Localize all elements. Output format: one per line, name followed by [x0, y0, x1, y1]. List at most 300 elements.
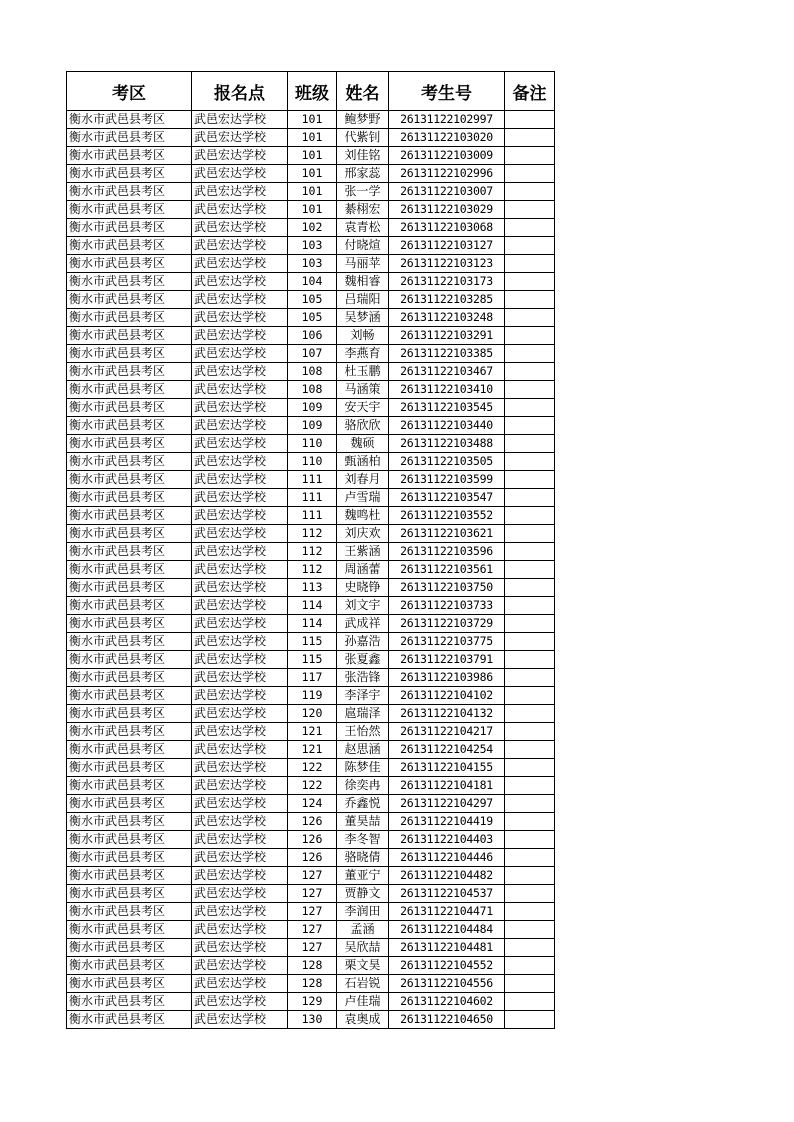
- name-cell: 骆欣欣: [337, 417, 389, 435]
- name-cell: 李冬智: [337, 831, 389, 849]
- registration-site-cell: 武邑宏达学校: [192, 309, 288, 327]
- remarks-cell: [505, 741, 555, 759]
- name-cell: 代紫钊: [337, 129, 389, 147]
- registration-site-cell: 武邑宏达学校: [192, 939, 288, 957]
- class-cell: 122: [288, 759, 337, 777]
- class-cell: 122: [288, 777, 337, 795]
- class-cell: 111: [288, 489, 337, 507]
- candidate-number-cell: 26131122104552: [389, 957, 505, 975]
- remarks-cell: [505, 615, 555, 633]
- registration-site-cell: 武邑宏达学校: [192, 669, 288, 687]
- candidate-number-cell: 26131122104217: [389, 723, 505, 741]
- candidate-number-cell: 26131122103986: [389, 669, 505, 687]
- candidate-number-cell: 26131122103791: [389, 651, 505, 669]
- class-cell: 115: [288, 633, 337, 651]
- table-row: [67, 921, 555, 939]
- remarks-cell: [505, 183, 555, 201]
- exam-area-cell: 衡水市武邑县考区: [67, 633, 192, 651]
- name-cell: 魏鸣杜: [337, 507, 389, 525]
- table-row: [67, 867, 555, 885]
- remarks-cell: [505, 579, 555, 597]
- registration-site-cell: 武邑宏达学校: [192, 849, 288, 867]
- remarks-cell: [505, 453, 555, 471]
- name-cell: 史晓铮: [337, 579, 389, 597]
- remarks-cell: [505, 543, 555, 561]
- class-cell: 111: [288, 507, 337, 525]
- remarks-cell: [505, 1011, 555, 1029]
- table-row: [67, 183, 555, 201]
- class-cell: 127: [288, 867, 337, 885]
- table-header: [67, 72, 555, 111]
- table-row: [67, 363, 555, 381]
- name-cell: 邢家蕊: [337, 165, 389, 183]
- registration-site-cell: 武邑宏达学校: [192, 507, 288, 525]
- name-cell: 骆晓倩: [337, 849, 389, 867]
- name-cell: 綦栩宏: [337, 201, 389, 219]
- registration-site-cell: 武邑宏达学校: [192, 705, 288, 723]
- registration-site-cell: 武邑宏达学校: [192, 975, 288, 993]
- registration-site-cell: 武邑宏达学校: [192, 777, 288, 795]
- remarks-cell: [505, 669, 555, 687]
- registration-site-cell: 武邑宏达学校: [192, 561, 288, 579]
- exam-area-cell: 衡水市武邑县考区: [67, 561, 192, 579]
- table-row: [67, 471, 555, 489]
- exam-area-cell: 衡水市武邑县考区: [67, 669, 192, 687]
- candidate-number-cell: 26131122103029: [389, 201, 505, 219]
- name-cell: 王紫涵: [337, 543, 389, 561]
- registration-site-cell: 武邑宏达学校: [192, 885, 288, 903]
- candidate-number-cell: 26131122104102: [389, 687, 505, 705]
- candidate-number-cell: 26131122103440: [389, 417, 505, 435]
- exam-area-cell: 衡水市武邑县考区: [67, 273, 192, 291]
- registration-site-cell: 武邑宏达学校: [192, 453, 288, 471]
- registration-site-cell: 武邑宏达学校: [192, 471, 288, 489]
- class-cell: 126: [288, 831, 337, 849]
- candidate-number-cell: 26131122104484: [389, 921, 505, 939]
- remarks-cell: [505, 705, 555, 723]
- candidate-number-cell: 26131122103599: [389, 471, 505, 489]
- candidate-number-cell: 26131122102997: [389, 111, 505, 129]
- class-cell: 117: [288, 669, 337, 687]
- table-row: [67, 129, 555, 147]
- name-cell: 卢雪瑞: [337, 489, 389, 507]
- candidate-number-cell: 26131122103385: [389, 345, 505, 363]
- remarks-cell: [505, 813, 555, 831]
- name-cell: 张浩锋: [337, 669, 389, 687]
- remarks-cell: [505, 993, 555, 1011]
- table-row: [67, 615, 555, 633]
- remarks-cell: [505, 831, 555, 849]
- class-cell: 108: [288, 363, 337, 381]
- remarks-cell: [505, 777, 555, 795]
- exam-area-cell: 衡水市武邑县考区: [67, 1011, 192, 1029]
- name-cell: 甄涵柏: [337, 453, 389, 471]
- class-cell: 112: [288, 561, 337, 579]
- table-row: [67, 669, 555, 687]
- remarks-cell: [505, 903, 555, 921]
- remarks-cell: [505, 381, 555, 399]
- remarks-cell: [505, 489, 555, 507]
- table-row: [67, 327, 555, 345]
- exam-area-cell: 衡水市武邑县考区: [67, 381, 192, 399]
- exam-area-cell: 衡水市武邑县考区: [67, 651, 192, 669]
- remarks-cell: [505, 687, 555, 705]
- class-cell: 101: [288, 129, 337, 147]
- name-cell: 董昊喆: [337, 813, 389, 831]
- registration-site-cell: 武邑宏达学校: [192, 147, 288, 165]
- candidate-number-cell: 26131122103488: [389, 435, 505, 453]
- class-cell: 110: [288, 453, 337, 471]
- name-cell: 李燕育: [337, 345, 389, 363]
- class-cell: 121: [288, 723, 337, 741]
- table-row: [67, 381, 555, 399]
- remarks-cell: [505, 219, 555, 237]
- candidate-number-cell: 26131122103410: [389, 381, 505, 399]
- exam-area-cell: 衡水市武邑县考区: [67, 831, 192, 849]
- remarks-cell: [505, 525, 555, 543]
- table-row: [67, 507, 555, 525]
- candidate-number-cell: 26131122104254: [389, 741, 505, 759]
- candidate-number-cell: 26131122103173: [389, 273, 505, 291]
- exam-area-cell: 衡水市武邑县考区: [67, 165, 192, 183]
- name-cell: 武成祥: [337, 615, 389, 633]
- registration-site-cell: 武邑宏达学校: [192, 651, 288, 669]
- remarks-cell: [505, 201, 555, 219]
- exam-area-cell: 衡水市武邑县考区: [67, 903, 192, 921]
- exam-area-cell: 衡水市武邑县考区: [67, 543, 192, 561]
- table-row: [67, 759, 555, 777]
- class-cell: 112: [288, 543, 337, 561]
- table-row: [67, 831, 555, 849]
- remarks-cell: [505, 849, 555, 867]
- class-cell: 113: [288, 579, 337, 597]
- exam-area-cell: 衡水市武邑县考区: [67, 705, 192, 723]
- header-remarks: 备注: [505, 72, 555, 111]
- registration-site-cell: 武邑宏达学校: [192, 111, 288, 129]
- exam-area-cell: 衡水市武邑县考区: [67, 147, 192, 165]
- remarks-cell: [505, 363, 555, 381]
- remarks-cell: [505, 129, 555, 147]
- registration-site-cell: 武邑宏达学校: [192, 165, 288, 183]
- candidate-number-cell: 26131122103009: [389, 147, 505, 165]
- name-cell: 李泽宇: [337, 687, 389, 705]
- table-row: [67, 633, 555, 651]
- table-row: [67, 597, 555, 615]
- registration-site-cell: 武邑宏达学校: [192, 633, 288, 651]
- name-cell: 吕瑞阳: [337, 291, 389, 309]
- registration-site-cell: 武邑宏达学校: [192, 993, 288, 1011]
- class-cell: 101: [288, 147, 337, 165]
- name-cell: 安天宇: [337, 399, 389, 417]
- table-row: [67, 939, 555, 957]
- class-cell: 126: [288, 849, 337, 867]
- name-cell: 吴梦涵: [337, 309, 389, 327]
- remarks-cell: [505, 939, 555, 957]
- name-cell: 袁奥成: [337, 1011, 389, 1029]
- table-row: [67, 201, 555, 219]
- exam-area-cell: 衡水市武邑县考区: [67, 813, 192, 831]
- name-cell: 张夏鑫: [337, 651, 389, 669]
- candidate-number-cell: 26131122103552: [389, 507, 505, 525]
- class-cell: 124: [288, 795, 337, 813]
- registration-site-cell: 武邑宏达学校: [192, 219, 288, 237]
- remarks-cell: [505, 471, 555, 489]
- candidate-number-cell: 26131122103733: [389, 597, 505, 615]
- name-cell: 刘佳铭: [337, 147, 389, 165]
- exam-area-cell: 衡水市武邑县考区: [67, 237, 192, 255]
- registration-site-cell: 武邑宏达学校: [192, 129, 288, 147]
- name-cell: 袁青松: [337, 219, 389, 237]
- table-row: [67, 795, 555, 813]
- name-cell: 扈瑞泽: [337, 705, 389, 723]
- registration-site-cell: 武邑宏达学校: [192, 759, 288, 777]
- remarks-cell: [505, 633, 555, 651]
- registration-site-cell: 武邑宏达学校: [192, 381, 288, 399]
- class-cell: 128: [288, 975, 337, 993]
- remarks-cell: [505, 597, 555, 615]
- candidate-number-cell: 26131122103248: [389, 309, 505, 327]
- table-row: [67, 417, 555, 435]
- registration-site-cell: 武邑宏达学校: [192, 363, 288, 381]
- candidate-number-cell: 26131122104556: [389, 975, 505, 993]
- table-row: [67, 399, 555, 417]
- candidate-table: [66, 71, 555, 1029]
- exam-area-cell: 衡水市武邑县考区: [67, 975, 192, 993]
- table-row: [67, 579, 555, 597]
- table-row: [67, 903, 555, 921]
- exam-area-cell: 衡水市武邑县考区: [67, 417, 192, 435]
- registration-site-cell: 武邑宏达学校: [192, 489, 288, 507]
- registration-site-cell: 武邑宏达学校: [192, 957, 288, 975]
- header-candidate-number: 考生号: [389, 72, 505, 111]
- registration-site-cell: 武邑宏达学校: [192, 1011, 288, 1029]
- registration-site-cell: 武邑宏达学校: [192, 921, 288, 939]
- class-cell: 101: [288, 165, 337, 183]
- registration-site-cell: 武邑宏达学校: [192, 597, 288, 615]
- table-row: [67, 561, 555, 579]
- name-cell: 孙嘉浩: [337, 633, 389, 651]
- candidate-number-cell: 26131122103285: [389, 291, 505, 309]
- remarks-cell: [505, 759, 555, 777]
- candidate-number-cell: 26131122103547: [389, 489, 505, 507]
- registration-site-cell: 武邑宏达学校: [192, 327, 288, 345]
- name-cell: 刘庆欢: [337, 525, 389, 543]
- exam-area-cell: 衡水市武邑县考区: [67, 867, 192, 885]
- name-cell: 周涵蕾: [337, 561, 389, 579]
- candidate-number-cell: 26131122103467: [389, 363, 505, 381]
- name-cell: 杜玉鹏: [337, 363, 389, 381]
- registration-site-cell: 武邑宏达学校: [192, 903, 288, 921]
- remarks-cell: [505, 795, 555, 813]
- table-row: [67, 993, 555, 1011]
- registration-site-cell: 武邑宏达学校: [192, 255, 288, 273]
- name-cell: 李润田: [337, 903, 389, 921]
- candidate-number-cell: 26131122102996: [389, 165, 505, 183]
- registration-site-cell: 武邑宏达学校: [192, 525, 288, 543]
- name-cell: 刘畅: [337, 327, 389, 345]
- class-cell: 127: [288, 921, 337, 939]
- candidate-number-cell: 26131122103007: [389, 183, 505, 201]
- registration-site-cell: 武邑宏达学校: [192, 741, 288, 759]
- table-row: [67, 741, 555, 759]
- class-cell: 121: [288, 741, 337, 759]
- remarks-cell: [505, 399, 555, 417]
- exam-area-cell: 衡水市武邑县考区: [67, 957, 192, 975]
- remarks-cell: [505, 561, 555, 579]
- exam-area-cell: 衡水市武邑县考区: [67, 219, 192, 237]
- name-cell: 鲍梦野: [337, 111, 389, 129]
- exam-area-cell: 衡水市武邑县考区: [67, 885, 192, 903]
- exam-area-cell: 衡水市武邑县考区: [67, 615, 192, 633]
- table-row: [67, 147, 555, 165]
- remarks-cell: [505, 237, 555, 255]
- name-cell: 刘春月: [337, 471, 389, 489]
- remarks-cell: [505, 147, 555, 165]
- class-cell: 109: [288, 399, 337, 417]
- candidate-number-cell: 26131122104482: [389, 867, 505, 885]
- class-cell: 112: [288, 525, 337, 543]
- remarks-cell: [505, 111, 555, 129]
- registration-site-cell: 武邑宏达学校: [192, 237, 288, 255]
- exam-area-cell: 衡水市武邑县考区: [67, 759, 192, 777]
- remarks-cell: [505, 345, 555, 363]
- remarks-cell: [505, 921, 555, 939]
- registration-site-cell: 武邑宏达学校: [192, 417, 288, 435]
- class-cell: 102: [288, 219, 337, 237]
- table-row: [67, 777, 555, 795]
- name-cell: 乔鑫悦: [337, 795, 389, 813]
- candidate-number-cell: 26131122104132: [389, 705, 505, 723]
- table-row: [67, 705, 555, 723]
- registration-site-cell: 武邑宏达学校: [192, 795, 288, 813]
- candidate-number-cell: 26131122104471: [389, 903, 505, 921]
- candidate-number-cell: 26131122104650: [389, 1011, 505, 1029]
- remarks-cell: [505, 327, 555, 345]
- name-cell: 卢佳瑞: [337, 993, 389, 1011]
- exam-area-cell: 衡水市武邑县考区: [67, 291, 192, 309]
- exam-area-cell: 衡水市武邑县考区: [67, 579, 192, 597]
- class-cell: 101: [288, 201, 337, 219]
- registration-site-cell: 武邑宏达学校: [192, 399, 288, 417]
- candidate-number-cell: 26131122104297: [389, 795, 505, 813]
- table-row: [67, 309, 555, 327]
- name-cell: 刘文宇: [337, 597, 389, 615]
- class-cell: 108: [288, 381, 337, 399]
- exam-area-cell: 衡水市武邑县考区: [67, 723, 192, 741]
- candidate-number-cell: 26131122104419: [389, 813, 505, 831]
- registration-site-cell: 武邑宏达学校: [192, 831, 288, 849]
- class-cell: 114: [288, 615, 337, 633]
- candidate-number-cell: 26131122103775: [389, 633, 505, 651]
- exam-area-cell: 衡水市武邑县考区: [67, 507, 192, 525]
- registration-site-cell: 武邑宏达学校: [192, 345, 288, 363]
- table-row: [67, 237, 555, 255]
- exam-area-cell: 衡水市武邑县考区: [67, 111, 192, 129]
- candidate-number-cell: 26131122103020: [389, 129, 505, 147]
- name-cell: 董亚宁: [337, 867, 389, 885]
- header-row: [67, 72, 555, 111]
- candidate-number-cell: 26131122103729: [389, 615, 505, 633]
- candidate-number-cell: 26131122104481: [389, 939, 505, 957]
- candidate-number-cell: 26131122103505: [389, 453, 505, 471]
- candidate-number-cell: 26131122103596: [389, 543, 505, 561]
- class-cell: 104: [288, 273, 337, 291]
- exam-area-cell: 衡水市武邑县考区: [67, 939, 192, 957]
- registration-site-cell: 武邑宏达学校: [192, 291, 288, 309]
- registration-site-cell: 武邑宏达学校: [192, 615, 288, 633]
- name-cell: 魏硕: [337, 435, 389, 453]
- registration-site-cell: 武邑宏达学校: [192, 543, 288, 561]
- class-cell: 101: [288, 183, 337, 201]
- table-row: [67, 453, 555, 471]
- exam-area-cell: 衡水市武邑县考区: [67, 399, 192, 417]
- name-cell: 吴欣喆: [337, 939, 389, 957]
- class-cell: 120: [288, 705, 337, 723]
- name-cell: 马涵策: [337, 381, 389, 399]
- candidate-number-cell: 26131122103561: [389, 561, 505, 579]
- table-row: [67, 525, 555, 543]
- name-cell: 贾静文: [337, 885, 389, 903]
- class-cell: 110: [288, 435, 337, 453]
- name-cell: 徐奕冉: [337, 777, 389, 795]
- remarks-cell: [505, 885, 555, 903]
- table-row: [67, 813, 555, 831]
- candidate-number-cell: 26131122104602: [389, 993, 505, 1011]
- name-cell: 魏相睿: [337, 273, 389, 291]
- class-cell: 127: [288, 939, 337, 957]
- registration-site-cell: 武邑宏达学校: [192, 723, 288, 741]
- exam-area-cell: 衡水市武邑县考区: [67, 795, 192, 813]
- class-cell: 103: [288, 255, 337, 273]
- table-row: [67, 687, 555, 705]
- remarks-cell: [505, 867, 555, 885]
- remarks-cell: [505, 165, 555, 183]
- registration-site-cell: 武邑宏达学校: [192, 435, 288, 453]
- registration-site-cell: 武邑宏达学校: [192, 201, 288, 219]
- class-cell: 126: [288, 813, 337, 831]
- class-cell: 127: [288, 885, 337, 903]
- name-cell: 孟涵: [337, 921, 389, 939]
- class-cell: 127: [288, 903, 337, 921]
- exam-area-cell: 衡水市武邑县考区: [67, 849, 192, 867]
- class-cell: 115: [288, 651, 337, 669]
- registration-site-cell: 武邑宏达学校: [192, 687, 288, 705]
- remarks-cell: [505, 723, 555, 741]
- remarks-cell: [505, 291, 555, 309]
- exam-area-cell: 衡水市武邑县考区: [67, 309, 192, 327]
- exam-area-cell: 衡水市武邑县考区: [67, 777, 192, 795]
- exam-area-cell: 衡水市武邑县考区: [67, 201, 192, 219]
- exam-area-cell: 衡水市武邑县考区: [67, 255, 192, 273]
- class-cell: 111: [288, 471, 337, 489]
- remarks-cell: [505, 975, 555, 993]
- exam-area-cell: 衡水市武邑县考区: [67, 129, 192, 147]
- table-row: [67, 255, 555, 273]
- class-cell: 114: [288, 597, 337, 615]
- class-cell: 129: [288, 993, 337, 1011]
- candidate-number-cell: 26131122103750: [389, 579, 505, 597]
- name-cell: 陈梦佳: [337, 759, 389, 777]
- remarks-cell: [505, 507, 555, 525]
- remarks-cell: [505, 255, 555, 273]
- name-cell: 马丽苹: [337, 255, 389, 273]
- header-exam-area: 考区: [67, 72, 192, 111]
- class-cell: 107: [288, 345, 337, 363]
- candidate-number-cell: 26131122104537: [389, 885, 505, 903]
- header-name: 姓名: [337, 72, 389, 111]
- exam-area-cell: 衡水市武邑县考区: [67, 453, 192, 471]
- candidate-number-cell: 26131122103068: [389, 219, 505, 237]
